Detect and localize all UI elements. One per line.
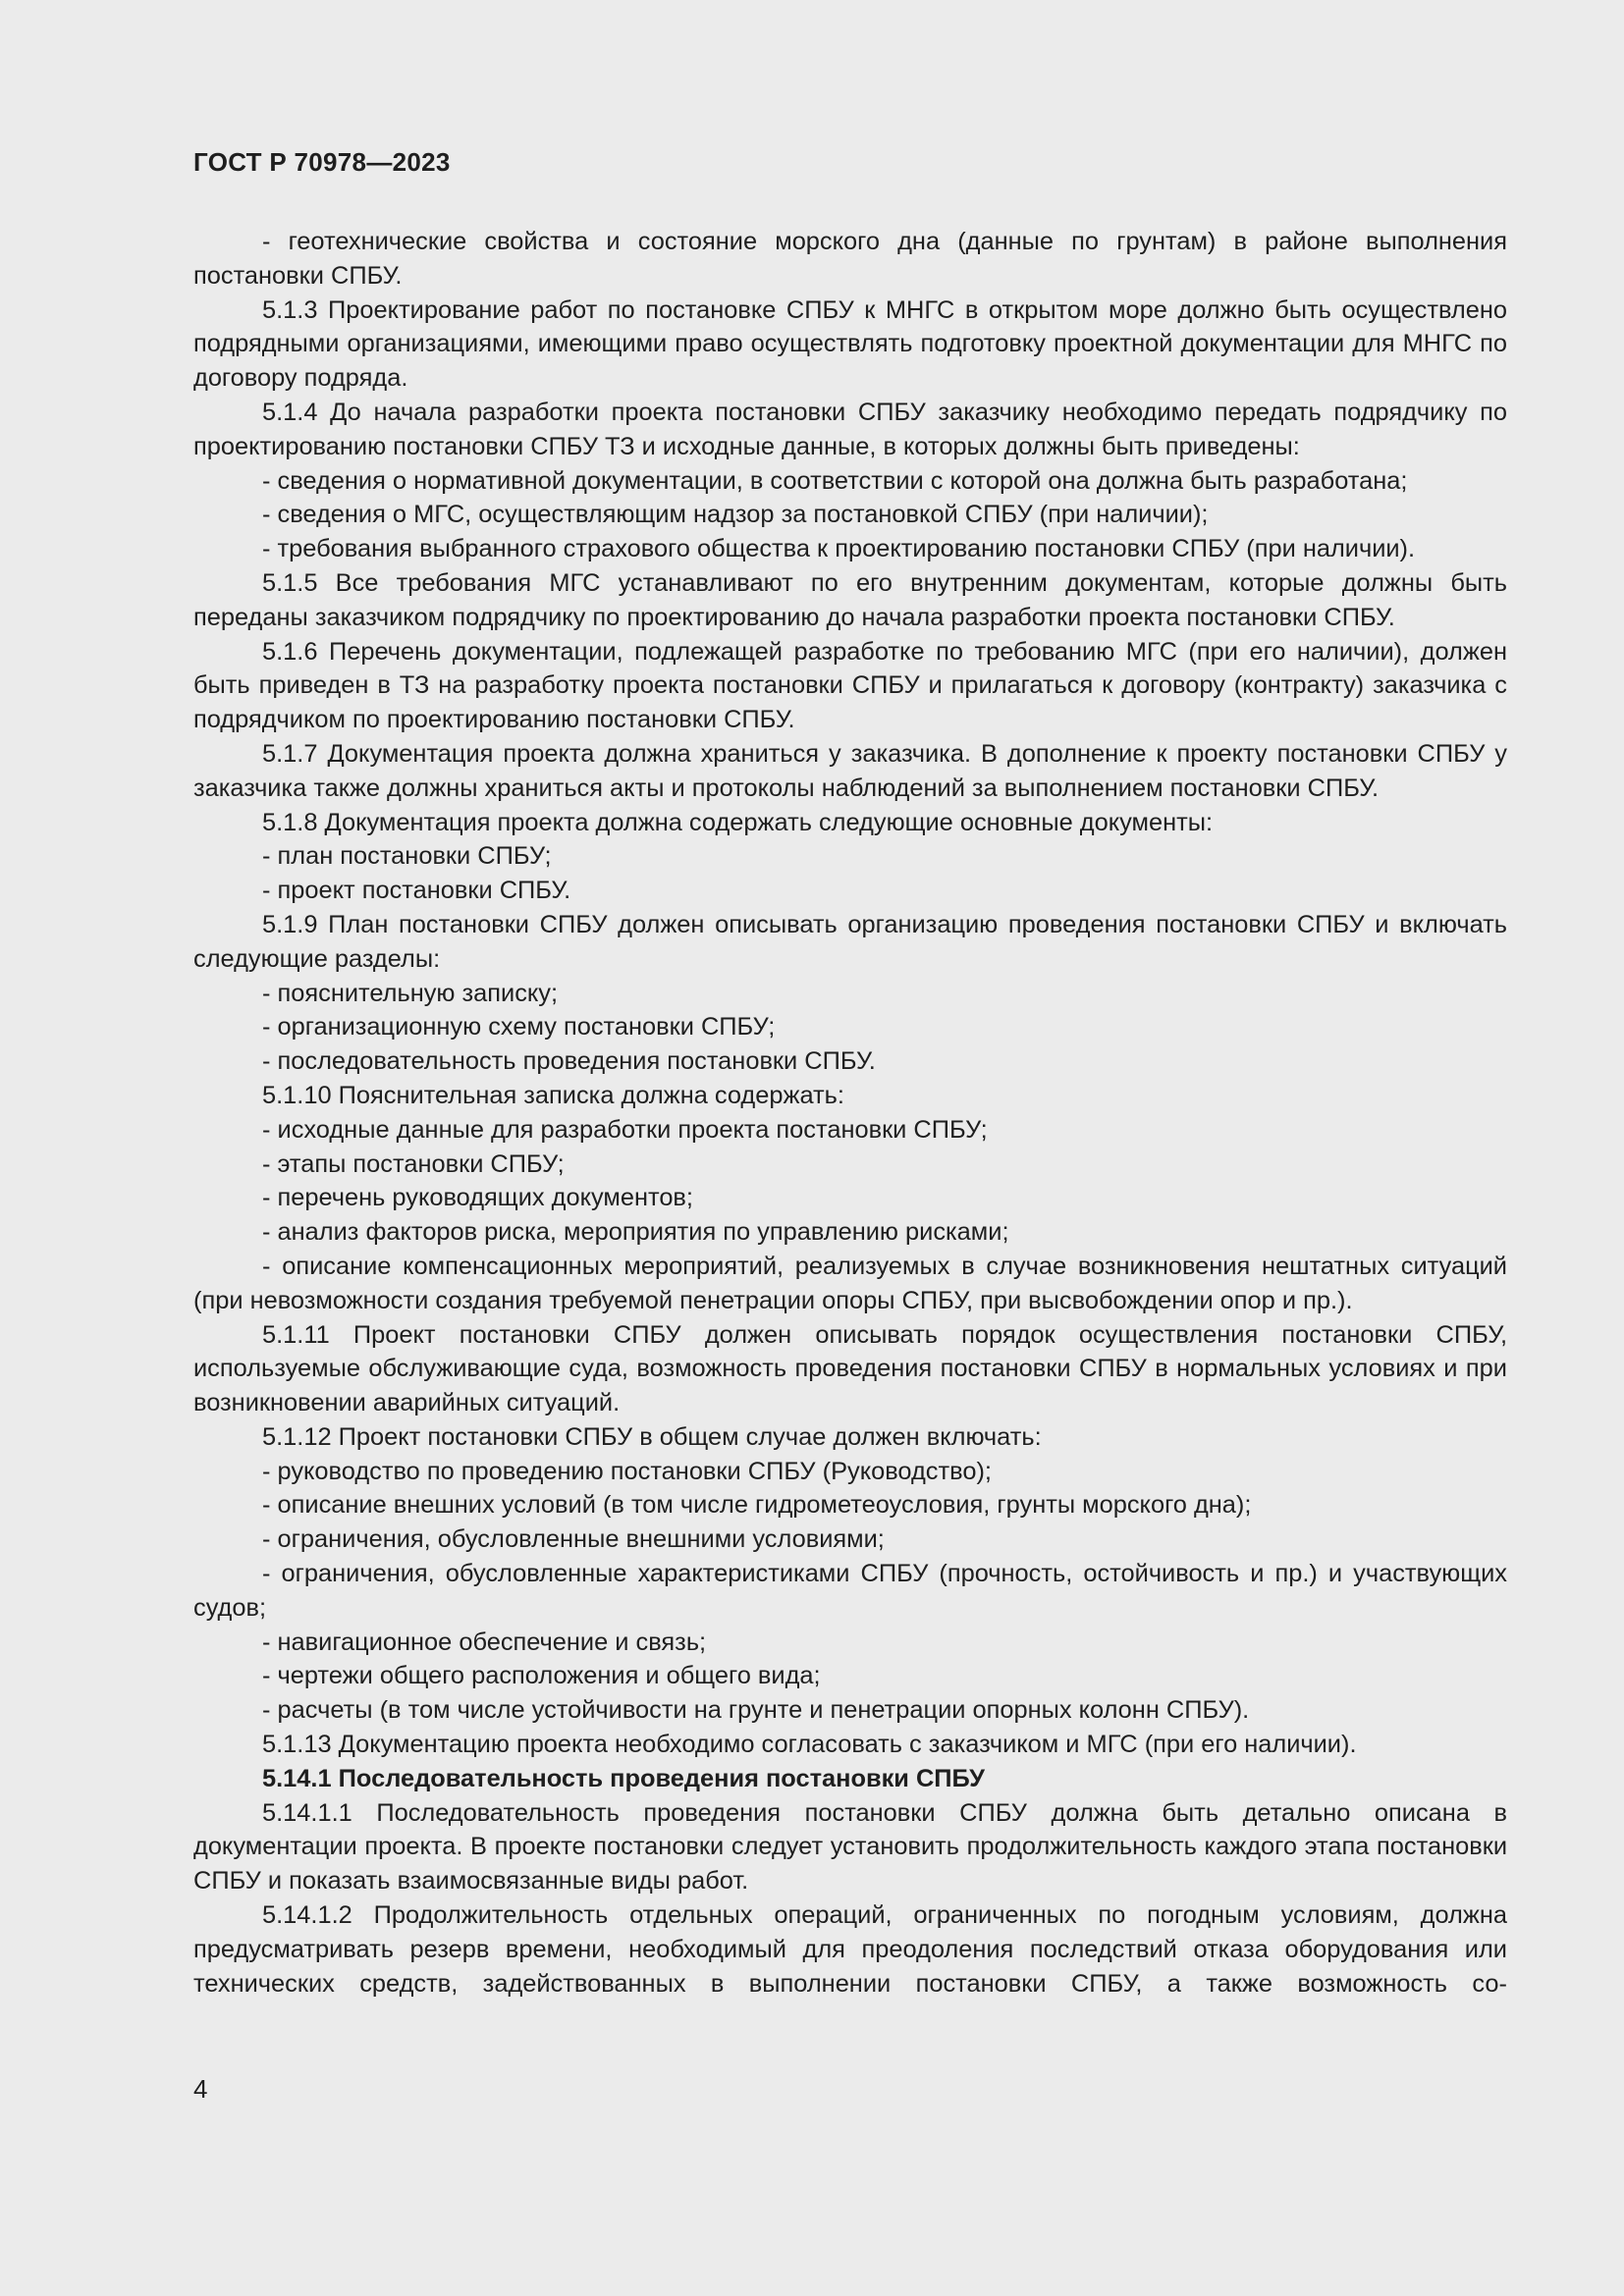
list-item: - требования выбранного страхового общества к проектированию постановки СПБУ (при наличии).: [262, 535, 1416, 563]
clause-5-1-10: 5.1.10 Пояснительная записка должна содержать:: [262, 1081, 844, 1109]
list-item: - перечень руководящих документов;: [262, 1184, 693, 1212]
list-item: - организационную схему постановки СПБУ;: [262, 1013, 776, 1041]
list-item: - план постановки СПБУ;: [262, 842, 552, 871]
list-item: - навигационное обеспечение и связь;: [262, 1628, 707, 1656]
clause-5-1-11: 5.1.11 Проект постановки СПБУ должен описывать порядок осуществления постановки СПБУ, используемые обслуживающие суда, возможность проведения постановки СПБУ в нормальных условиях и при возникновении аварийных ситуаций.: [193, 1320, 1507, 1417]
clause-5-1-5: 5.1.5 Все требования МГС устанавливают по его внутренним документам, которые должны быть переданы заказчиком подрядчику по проектированию до начала разработки проекта постановки СПБУ.: [193, 568, 1507, 631]
list-item: - описание внешних условий (в том числе гидрометеоусловия, грунты морского дна);: [262, 1491, 1252, 1520]
clause-5-1-4: 5.1.4 До начала разработки проекта постановки СПБУ заказчику необходимо передать подрядчику по проектированию постановки СПБУ ТЗ и исходные данные, в которых должны быть приведены:: [193, 398, 1507, 460]
section-heading-5-14-1: 5.14.1 Последовательность проведения постановки СПБУ: [262, 1764, 985, 1792]
clause-5-1-3: 5.1.3 Проектирование работ по постановке СПБУ к МНГС в открытом море должно быть осуществлено подрядными организациями, имеющими право осуществлять подготовку проектной документации для МНГС по договору подряда.: [193, 295, 1507, 393]
list-item: - описание компенсационных мероприятий, реализуемых в случае возникновения нештатных ситуаций (при невозможности создания требуемой пенетрации опоры СПБУ, при высвобождении опор и пр.).: [193, 1252, 1507, 1314]
list-item: - пояснительную записку;: [262, 979, 559, 1007]
list-item: - проект постановки СПБУ.: [262, 877, 571, 905]
clause-5-1-8: 5.1.8 Документация проекта должна содержать следующие основные документы:: [262, 808, 1214, 836]
document-body: [193, 225, 1507, 2001]
list-item: - сведения о МГС, осуществляющим надзор за постановкой СПБУ (при наличии);: [262, 501, 1209, 529]
clause-5-1-12: 5.1.12 Проект постановки СПБУ в общем случае должен включать:: [262, 1422, 1042, 1451]
list-item: - сведения о нормативной документации, в соответствии с которой она должна быть разработана;: [262, 466, 1408, 495]
page-number: 4: [193, 2074, 208, 2104]
list-item: - руководство по проведению постановки СПБУ (Руководство);: [262, 1457, 992, 1485]
list-item: - геотехнические свойства и состояние морского дна (данные по грунтам) в районе выполнения постановки СПБУ.: [193, 228, 1507, 290]
clause-5-1-6: 5.1.6 Перечень документации, подлежащей разработке по требованию МГС (при его наличии), должен быть приведен в ТЗ на разработку проекта постановки СПБУ и прилагаться к договору (контракту) заказчика с подрядчиком по проектированию постановки СПБУ.: [193, 637, 1507, 734]
list-item: - анализ факторов риска, мероприятия по управлению рисками;: [262, 1218, 1009, 1247]
clause-5-14-1-1: 5.14.1.1 Последовательность проведения постановки СПБУ должна быть детально описана в документации проекта. В проекте постановки следует установить продолжительность каждого этапа постановки СПБУ и показать взаимосвязанные виды работ.: [193, 1798, 1507, 1896]
list-item: - ограничения, обусловленные характеристиками СПБУ (прочность, остойчивость и пр.) и участвующих судов;: [193, 1560, 1507, 1622]
document-header: ГОСТ Р 70978—2023: [193, 147, 451, 177]
list-item: - ограничения, обусловленные внешними условиями;: [262, 1525, 885, 1554]
clause-5-14-1-2: 5.14.1.2 Продолжительность отдельных операций, ограниченных по погодным условиям, должна предусматривать резерв времени, необходимый для преодоления последствий отказа оборудования или технических средств, задействованных в выполнении постановки СПБУ, а также возможность со-: [193, 1901, 1507, 1998]
list-item: - исходные данные для разработки проекта постановки СПБУ;: [262, 1115, 988, 1144]
list-item: - чертежи общего расположения и общего вида;: [262, 1662, 821, 1690]
list-item: - этапы постановки СПБУ;: [262, 1149, 565, 1178]
list-item: - расчеты (в том числе устойчивости на грунте и пенетрации опорных колонн СПБУ).: [262, 1696, 1250, 1725]
clause-5-1-13: 5.1.13 Документацию проекта необходимо согласовать с заказчиком и МГС (при его наличии).: [262, 1731, 1357, 1759]
clause-5-1-7: 5.1.7 Документация проекта должна храниться у заказчика. В дополнение к проекту постановки СПБУ у заказчика также должны храниться акты и протоколы наблюдений за выполнением постановки СПБУ.: [193, 739, 1507, 802]
list-item: - последовательность проведения постановки СПБУ.: [262, 1047, 876, 1076]
clause-5-1-9: 5.1.9 План постановки СПБУ должен описывать организацию проведения постановки СПБУ и включать следующие разделы:: [193, 910, 1507, 973]
